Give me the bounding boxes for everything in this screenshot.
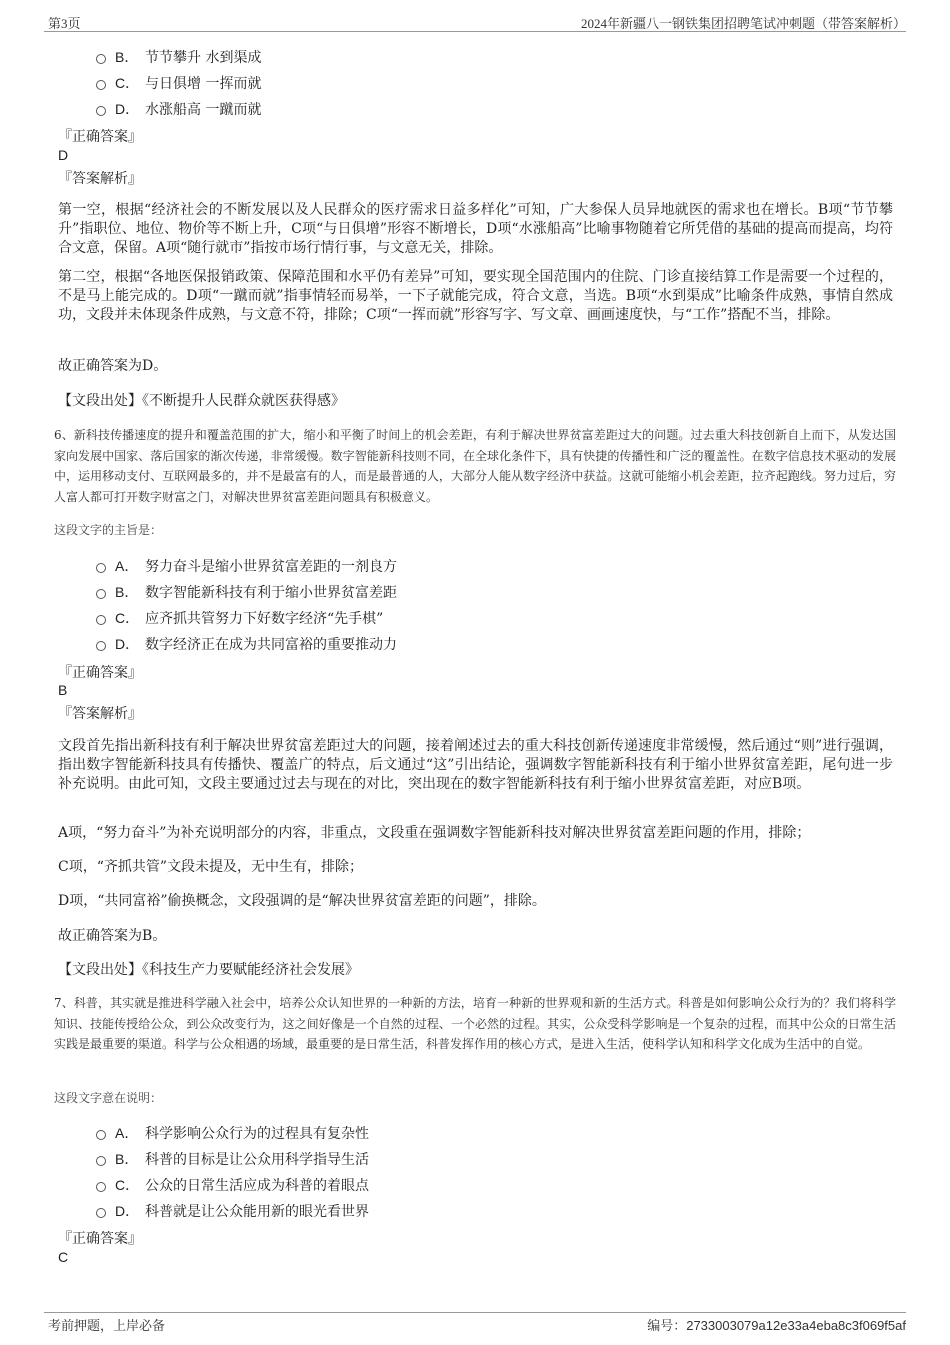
q7-option-d[interactable]: D． 科普就是让公众能用新的眼光看世界: [96, 1200, 369, 1222]
header-divider: [44, 31, 906, 32]
q7-stem: 7、科普，其实就是推进科学融入社会中，培养公众认知世界的一种新的方法，培育一种新的世界观和新的生活方式。科普是如何影响公众行为的？我们将科学知识、技能传授给公众，到公众改变行为，这之间好像是一个自然的过程、一个必然的过程。其实，公众受科学影响是一个复杂的过程，而其中公众的日常生活实践是最重要的渠道。科学与公众相遇的场域，最重要的是日常生活，科普发挥作用的核心方式，是进入生活，使科学认知和科学文化成为生活中的自觉。: [54, 996, 896, 1051]
radio-icon[interactable]: [96, 80, 106, 90]
q5-analysis-paragraph: 第二空，根据“各地医保报销政策、保障范围和水平仍有差异”可知，要实现全国范围内的住院、门诊直接结算工作是需要一个过程的，不是马上能完成的。D项“一蹴而就”指事情轻而易举，一下子就能完成，符合文意，当选。B项“水到渠成”比喻条件成熟，事情自然成功，文段并未体现条件成熟，与文意不符，排除；C项“一挥而就”形容写字、写文章、画画速度快，与“工作”搭配不当，排除。: [58, 269, 893, 323]
page-header: [0, 0, 950, 32]
q6-analysis-option-a: A项，“努力奋斗”为补充说明部分的内容，非重点，文段重在强调数字智能新科技对解决世界贫富差距问题的作用，排除；: [58, 825, 811, 841]
q6-prompt: 这段文字的主旨是：: [54, 523, 163, 537]
q6-option-c[interactable]: C． 应齐抓共管努力下好数字经济“先手棋”: [96, 607, 383, 629]
radio-icon[interactable]: [96, 1208, 106, 1218]
document-id: 编号：2733003079a12e33a4eba8c3f069f5af: [647, 1318, 906, 1333]
q5-source: 【文段出处】《不断提升人民群众就医获得感》: [58, 393, 345, 409]
radio-icon[interactable]: [96, 54, 106, 64]
radio-icon[interactable]: [96, 589, 106, 599]
q6-analysis-option-c: C项，“齐抓共管”文段未提及，无中生有，排除；: [58, 859, 364, 875]
radio-icon[interactable]: [96, 641, 106, 651]
q6-stem: 6、新科技传播速度的提升和覆盖范围的扩大，缩小和平衡了时间上的机会差距，有利于解决世界贫富差距过大的问题。过去重大科技创新自上而下，从发达国家向发展中国家、落后国家的渐次传递，非常缓慢。数字智能新科技则不同，在全球化条件下，具有快捷的传播性和广泛的覆盖性。在数字信息技术驱动的发展中，运用移动支付、互联网最多的，并不是最富有的人，而是最普通的人，大部分人能从数字经济中获益。这就可能缩小机会差距，拉齐起跑线。努力过后，穷人富人都可打开数字财富之门，对解决世界贫富差距问题具有积极意义。: [54, 428, 896, 504]
radio-icon[interactable]: [96, 1156, 106, 1166]
q7-answer-label: 『正确答案』: [58, 1231, 142, 1247]
q5-conclusion: 故正确答案为D。: [58, 358, 168, 374]
q5-option-c[interactable]: C． 与日俱增 一挥而就: [96, 72, 261, 94]
radio-icon[interactable]: [96, 1130, 106, 1140]
q6-analysis-paragraph: 文段首先指出新科技有利于解决世界贫富差距过大的问题，接着阐述过去的重大科技创新传递速度非常缓慢，然后通过“则”进行强调，指出数字智能新科技具有传播快、覆盖广的特点，后文通过“这”引出结论，强调数字智能新科技有利于缩小世界贫富差距，尾句进一步补充说明。由此可知，文段主要通过过去与现在的对比，突出现在的数字智能新科技有利于缩小世界贫富差距，对应B项。: [58, 738, 893, 792]
page-number: 第3页: [48, 16, 81, 31]
q6-analysis-option-d: D项，“共同富裕”偷换概念，文段强调的是“解决世界贫富差距的问题”，排除。: [58, 893, 546, 909]
q6-option-a[interactable]: A． 努力奋斗是缩小世界贫富差距的一剂良方: [96, 555, 397, 577]
q5-analysis-label: 『答案解析』: [58, 171, 142, 187]
q7-prompt: 这段文字意在说明：: [54, 1091, 163, 1105]
radio-icon[interactable]: [96, 563, 106, 573]
q7-option-a[interactable]: A． 科学影响公众行为的过程具有复杂性: [96, 1122, 369, 1144]
q6-answer-label: 『正确答案』: [58, 665, 142, 681]
q6-source: 【文段出处】《科技生产力要赋能经济社会发展》: [58, 962, 359, 978]
q6-conclusion: 故正确答案为B。: [58, 928, 167, 944]
q5-option-b[interactable]: B． 节节攀升 水到渠成: [96, 46, 261, 68]
document-title: 2024年新疆八一钢铁集团招聘笔试冲刺题（带答案解析）: [580, 16, 906, 31]
q5-option-d[interactable]: D． 水涨船高 一蹴而就: [96, 98, 261, 120]
q5-answer: D: [58, 147, 69, 163]
q5-analysis-paragraph: 第一空，根据“经济社会的不断发展以及人民群众的医疗需求日益多样化”可知，广大参保人员异地就医的需求也在增长。B项“节节攀升”指职位、地位、物价等不断上升，C项“与日俱增”形容不断增长，D项“水涨船高”比喻事物随着它所凭借的基础的提高而提高，均符合文意，保留。A项“随行就市”指按市场行情行事，与文意无关，排除。: [58, 202, 893, 256]
q5-answer-label: 『正确答案』: [58, 129, 142, 145]
q6-option-d[interactable]: D． 数字经济正在成为共同富裕的重要推动力: [96, 633, 397, 655]
footer-slogan: 考前押题，上岸必备: [48, 1319, 166, 1334]
q7-answer: C: [58, 1249, 69, 1265]
radio-icon[interactable]: [96, 106, 106, 116]
q6-answer: B: [58, 682, 68, 698]
q6-option-b[interactable]: B． 数字智能新科技有利于缩小世界贫富差距: [96, 581, 397, 603]
footer-divider: [44, 1312, 906, 1313]
q6-analysis-label: 『答案解析』: [58, 706, 142, 722]
q7-option-c[interactable]: C． 公众的日常生活应成为科普的着眼点: [96, 1174, 369, 1196]
q7-option-b[interactable]: B． 科普的目标是让公众用科学指导生活: [96, 1148, 369, 1170]
radio-icon[interactable]: [96, 615, 106, 625]
radio-icon[interactable]: [96, 1182, 106, 1192]
